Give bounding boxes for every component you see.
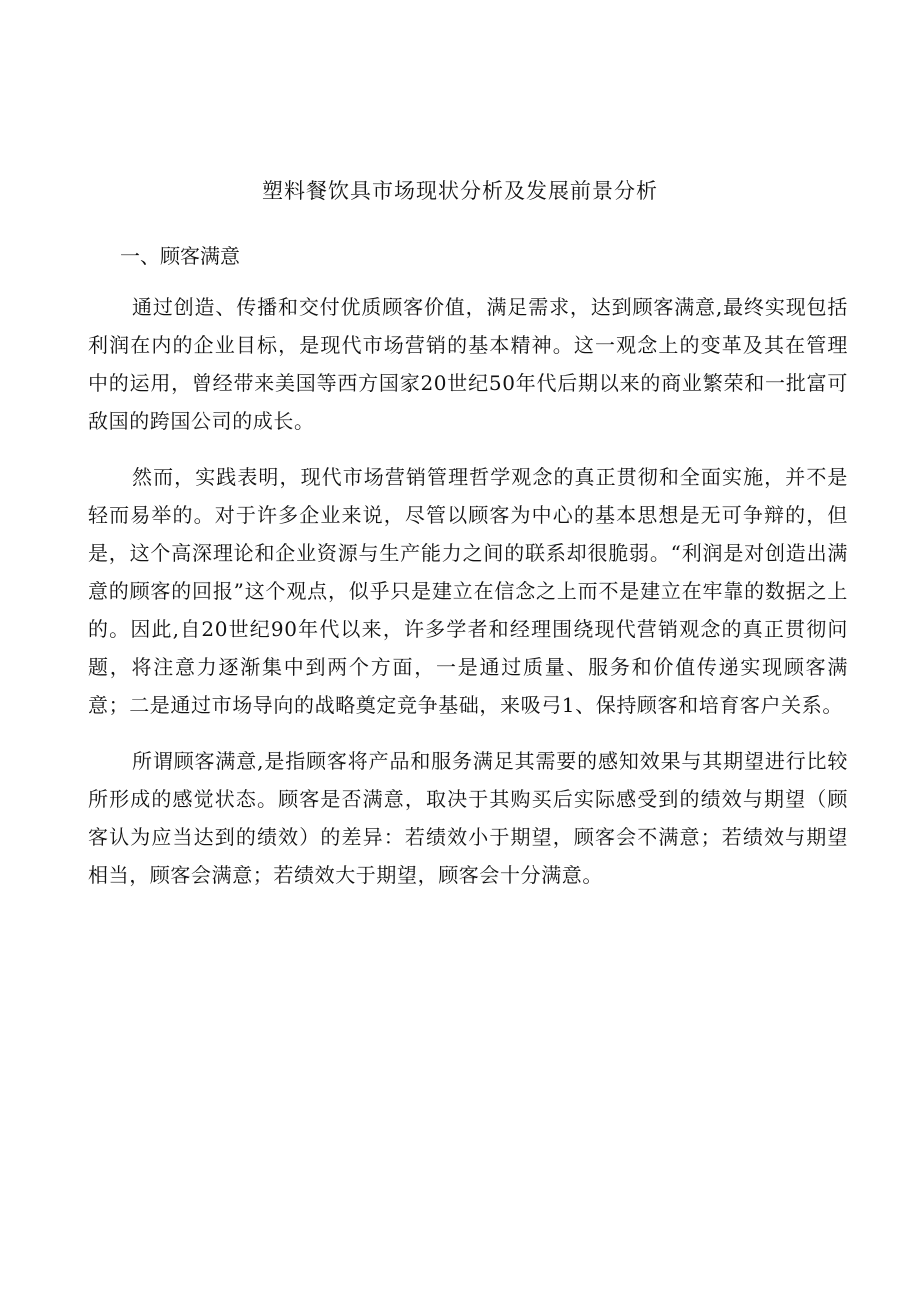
paragraph-2: 然而，实践表明，现代市场营销管理哲学观念的真正贯彻和全面实施，并不是轻而易举的。对于许多企业来说，尽管以顾客为中心的基本思想是无可争辩的，但是，这个高深理论和企业资源与生产能力之间的联系却很脆弱。“利润是对创造出满意的顾客的回报”这个观点，似乎只是建立在信念之上而不是建立在牢靠的数据之上的。因此,自20世纪90年代以来，许多学者和经理围绕现代营销观念的真正贯彻问题，将注意力逐渐集中到两个方面，一是通过质量、服务和价值传递实现顾客满意；二是通过市场导向的战略奠定竞争基础，来吸弓1、保持顾客和培育客户关系。 [88,465,848,717]
document-body [88,288,848,894]
paragraph-1: 通过创造、传播和交付优质顾客价值，满足需求，达到顾客满意,最终实现包括利润在内的企业目标，是现代市场营销的基本精神。这一观念上的变革及其在管理中的运用，曾经带来美国等西方国家20世纪50年代后期以来的商业繁荣和一批富可敌国的跨国公司的成长。 [88,295,848,433]
document-title: 塑料餐饮具市场现状分析及发展前景分析 [262,179,658,203]
paragraph-3: 所谓顾客满意,是指顾客将产品和服务满足其需要的感知效果与其期望进行比较所形成的感觉状态。顾客是否满意，取决于其购买后实际感受到的绩效与期望（顾客认为应当达到的绩效）的差异：若绩效小于期望，顾客会不满意；若绩效与期望相当，顾客会满意；若绩效大于期望，顾客会十分满意。 [88,749,848,887]
section-heading: 一、顾客满意 [120,244,240,268]
